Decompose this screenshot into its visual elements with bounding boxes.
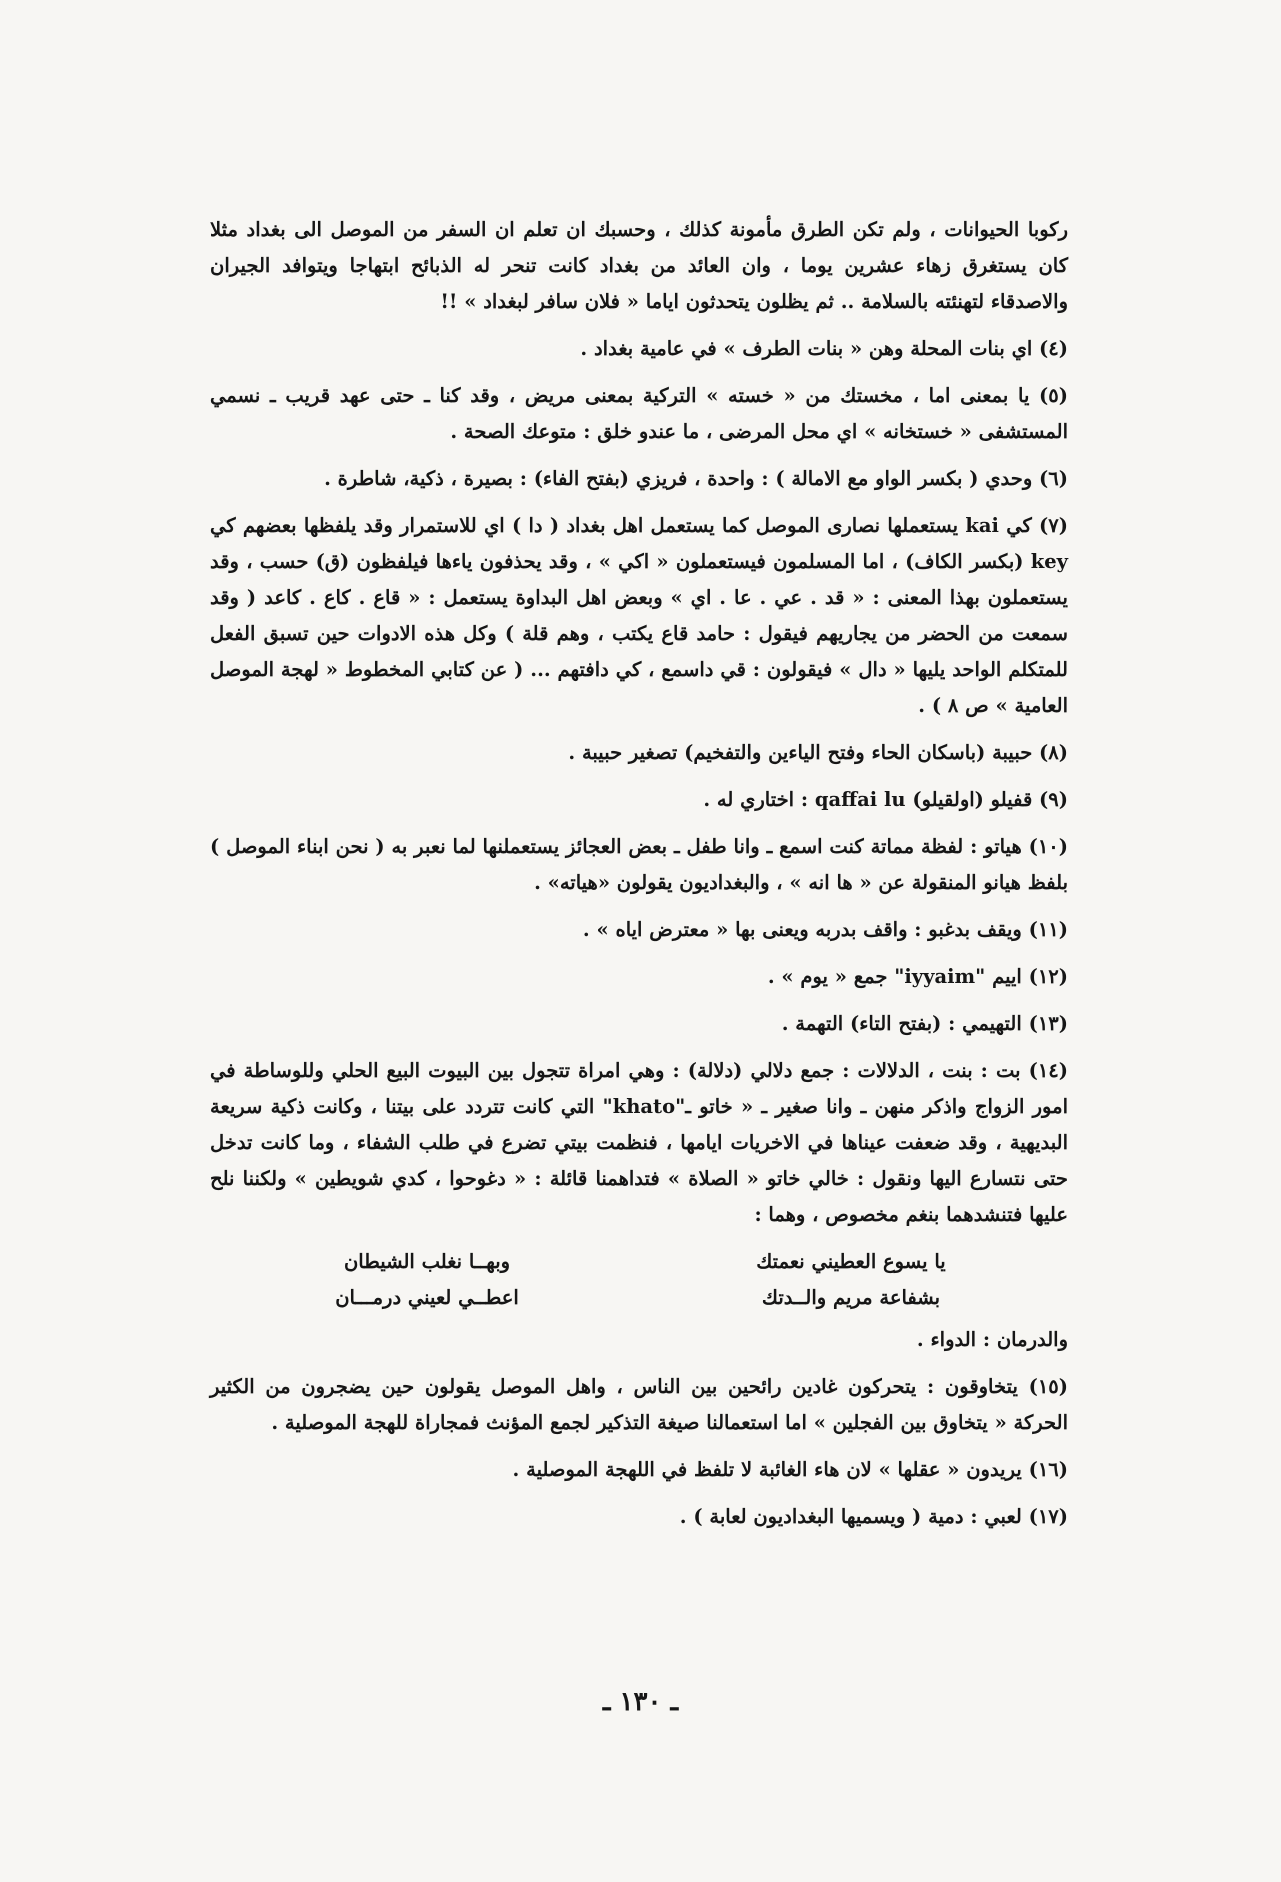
poem-line-2-first-hemistich: بشفاعة مريم والــدتك	[761, 1286, 941, 1309]
paragraph-continuation: ركوبا الحيوانات ، ولم تكن الطرق مأمونة كذلك ، وحسبك ان تعلم ان السفر من الموصل الى بغداد مثلا كان يستغرق زهاء عشرين يوما ، وان العائد من بغداد كانت تنحر له الذبائح ابتهاجا ويتوافد الجيران والاصدقاء لتهنئته بالسلامة .. ثم يظلون يتحدثون اياما « فلان سافر لبغداد » !!	[210, 218, 1068, 313]
footnote-16: (١٦) يريدون « عقلها » لان هاء الغائبة لا تلفظ في اللهجة الموصلية .	[512, 1458, 1068, 1481]
footnote-17: (١٧) لعبي : دمية ( ويسميها البغداديون لعابة ) .	[679, 1505, 1068, 1528]
footnote-10: (١٠) هياتو : لفظة مماتة كنت اسمع ـ وانا طفل ـ بعض العجائز يستعملنها لما نعبر به ( نحن ابناء الموصل ) بلفظ هيانو المنقولة عن « ها انه » ، والبغداديون يقولون «هياته» .	[210, 835, 1068, 894]
footnote-15: (١٥) يتخاوقون : يتحركون غادين رائحين بين الناس ، واهل الموصل يقولون حين يضجرون من الكثير الحركة « يتخاوق بين الفجلين » اما استعمالنا صيغة التذكير لجمع المؤنث فمجاراة للهجة الموصلية .	[210, 1375, 1068, 1434]
footnote-14: (١٤) بت : بنت ، الدلالات : جمع دلالي (دلالة) : وهي امراة تتجول بين البيوت البيع الحلي وللوساطة في امور الزواج واذكر منهن ـ وانا صغير ـ « خاتو ـ"khato" التي كانت تتردد على بيتنا ، وكانت ذكية سريعة البديهية ، وقد ضعفت عيناها في الاخريات ايامها ، فنظمت بيتي تضرع في طلب الشفاء ، وما كانت تدخل حتى نتسارع اليها ونقول : خالي خاتو « الصلاة » فتداهمنا قائلة : « دغوحوا ، كدي شويطين » ولكننا نلح عليها فتنشدهما بنغم مخصوص ، وهما :	[210, 1059, 1068, 1226]
poem-verses	[210, 1244, 1068, 1316]
poem-line-1-second-hemistich: وبهــا نغلب الشيطان	[343, 1250, 511, 1273]
footnote-12: (١٢) اييم "iyyaim" جمع « يوم » .	[767, 965, 1068, 988]
footnote-13: (١٣) التهيمي : (بفتح التاء) التهمة .	[781, 1012, 1068, 1035]
footnote-11: (١١) ويقف بدغبو : واقف بدربه ويعنى بها « معترض اياه » .	[582, 918, 1068, 941]
poem-line-2-second-hemistich: اعطــي لعيني درمـــان	[335, 1286, 519, 1309]
footnote-8: (٨) حبيبة (باسكان الحاء وفتح الياءين والتفخيم) تصغير حبيبة .	[568, 741, 1068, 764]
poem-line-1-first-hemistich: يا يسوع العطيني نعمتك	[756, 1250, 946, 1273]
footnote-7: (٧) كي kai يستعملها نصارى الموصل كما يستعمل اهل بغداد ( دا ) اي للاستمرار وقد يلفظها بعضهم كي key (بكسر الكاف) ، اما المسلمون فيستعملون « اكي » ، وقد يحذفون ياءها فيلفظون (ق) حسب ، وقد يستعملون بهذا المعنى : « قد . عي . عا . اي » وبعض اهل البداوة يستعمل : « قاع . كاع . كاعد ( وقد سمعت من الحضر من يجاريهم فيقول : حامد قاع يكتب ، وهم قلة ) وكل هذه الادوات حين تسبق الفعل للمتكلم الواحد يليها « دال » فيقولون : قي داسمع ، كي دافتهم ... ( عن كتابي المخطوط « لهجة الموصل العامية » ص ٨ ) .	[210, 514, 1069, 717]
poem-gloss: والدرمان : الدواء .	[916, 1328, 1068, 1351]
footnote-4: (٤) اي بنات المحلة وهن « بنات الطرف » في عامية بغداد .	[580, 337, 1068, 360]
footnote-9: (٩) قفيلو (اولقيلو) qaffai lu : اختاري له .	[703, 788, 1068, 811]
footnote-6: (٦) وحدي ( بكسر الواو مع الامالة ) : واحدة ، فريزي (بفتح الفاء) : بصيرة ، ذكية، شاطرة .	[324, 467, 1068, 490]
footnotes-body	[210, 212, 1068, 1546]
page-number: ـ ١٣٠ ـ	[602, 1687, 679, 1717]
footnote-5: (٥) يا بمعنى اما ، مخستك من « خسته » التركية بمعنى مريض ، وقد كنا ـ حتى عهد قريب ـ نسمي المستشفى « خستخانه » اي محل المرضى ، ما عندو خلق : متوعك الصحة .	[210, 384, 1068, 443]
